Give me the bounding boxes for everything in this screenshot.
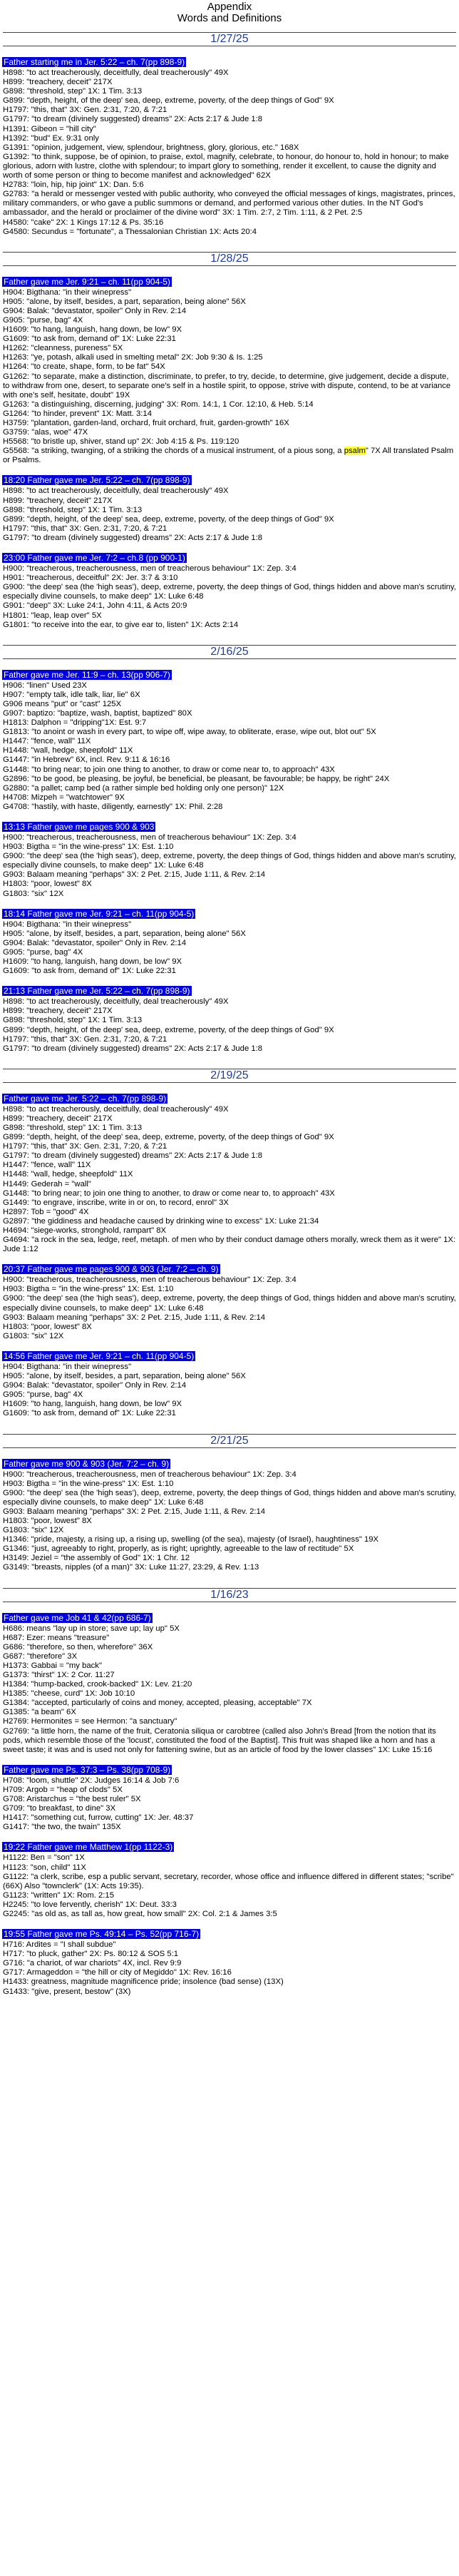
definition-entry: H1448: "wall, hedge, sheepfold" 11X <box>3 1170 133 1179</box>
definition-entry: G904: Balak: "devastator, spoiler" Only in Rev. 2:14 <box>3 306 187 315</box>
date-label: 1/27/25 <box>210 33 249 45</box>
spacer <box>0 1832 459 1839</box>
definition-entry: H1609: "to hang, languish, hang down, be low" 9X <box>3 957 182 967</box>
definition-entry: H708: "loom, shuttle" 2X: Judges 16:14 & Job 7:6 <box>3 1776 180 1785</box>
definition-entry: G1803: "six" 12X <box>3 1526 64 1535</box>
definition-entry: G1801: "to receive into the ear, to give ear to, listen" 1X: Acts 2:14 <box>3 620 239 629</box>
spacer <box>0 1919 459 1926</box>
section-heading: 20:37 Father gave me pages 900 & 903 (Jer. 7:2 – ch. 9) <box>4 1264 219 1275</box>
section <box>0 1926 459 2004</box>
definition-entry: H904: Bigthana: "in their winepress" <box>3 1362 132 1371</box>
spacer <box>0 1755 459 1762</box>
date-heading <box>0 645 459 659</box>
spacer <box>0 1573 459 1580</box>
definition-entry: H903: Bigtha = "in the wine-press" 1X: Est. 1:10 <box>3 1285 174 1294</box>
definition-entry: G708: Aristarchus = "the best ruler" 5X <box>3 1795 141 1804</box>
definition-entry: H1797: "this, that" 3X: Gen. 2:31, 7:20, & 7:21 <box>3 524 167 533</box>
spacer <box>0 543 459 550</box>
definition-entry: H709: Argob = "heap of clods" 5X <box>3 1785 123 1794</box>
definition-entry: G900: "the deep' sea (the 'high seas'), deep, extreme, poverty, the deep things of God, things hidden and above man's scrutiny, especially divine counsels, to make deep" 1X: Luke 6:48 <box>3 1294 456 1313</box>
definition-entry: G899: "depth, height, of the deep' sea, deep, extreme, poverty, of the deep things of God" 9X <box>3 1133 334 1142</box>
definition-entry: G2769: "a little horn, the name of the fruit, Ceratonia siliqua or carobtree (called also John's Bread [from the notion that its pods, which resemble those of the 'locust', constituted the food of the Baptist]. This fruit was shaped like a horn and has a sweet taste; it was and is used not only for fattening swine, but as an article of food by the lower classes" 1X: Luke 15:16 <box>3 1726 436 1754</box>
section-heading: Father starting me in Jer. 5:22 – ch. 7(pp 898-9) <box>4 57 185 67</box>
definition-entry: H1803: "poor, lowest" 8X <box>3 1516 92 1525</box>
definition-entry: H900: "treacherous, treacherousness, men of treacherous behaviour" 1X: Zep. 3:4 <box>3 833 296 842</box>
section <box>0 906 459 984</box>
definition-entry: H898: "to act treacherously, deceitfully, deal treacherously" 49X <box>3 68 229 77</box>
section-heading: Father gave me 900 & 903 (Jer. 7:2 – ch. 9) <box>4 1458 170 1469</box>
date-label: 2/16/25 <box>210 645 249 658</box>
date-label: 1/28/25 <box>210 252 249 265</box>
definition-entry: H899: "treachery, deceit" 217X <box>3 1114 113 1123</box>
definition-entry: H900: "treacherous, treacherousness, men of treacherous behaviour" 1X: Zep. 3:4 <box>3 564 296 574</box>
definition-entry: G1803: "six" 12X <box>3 1331 64 1340</box>
spacer <box>0 976 459 983</box>
definition-entry: H1123: "son, child" 11X <box>3 1863 86 1872</box>
definition-entry: H1797: "this, that" 3X: Gen. 2:31, 7:20, & 7:21 <box>3 106 167 115</box>
definition-entry: G1448: "to bring near; to join one thing to another, to draw or come near to, to approach" 43X <box>3 765 335 774</box>
section-heading: 23:00 Father gave me Jer. 7:2 – ch.8 (pp 900-1) <box>4 553 185 564</box>
definition-entry: G1373: "thirst" 1X: 2 Cor. 11:27 <box>3 1671 115 1679</box>
definition-entry: G1263: "a distinguishing, discerning, judging" 3X: Rom. 14:1, 1 Cor. 12:10, & Heb. 5:14 <box>3 399 314 409</box>
date-heading <box>0 32 459 46</box>
date-label: 1/16/23 <box>210 1588 249 1601</box>
definition-entry: H2897: Tob = "good" 4X <box>3 1207 89 1216</box>
definition-entry: G904: Balak: "devastator, spoiler" Only in Rev. 2:14 <box>3 1381 187 1390</box>
definition-entry: G898: "threshold, step" 1X: 1 Tim. 3:13 <box>3 87 143 96</box>
definition-entry: G900: "the deep' sea (the 'high seas'), deep, extreme, poverty, the deep things of God, things hidden and above man's scrutiny, especially divine counsels, to make deep" 1X: Luke 6:48 <box>3 1488 456 1507</box>
section-heading: 18:20 Father gave me Jer. 5:22 – ch. 7(pp 898-9) <box>4 475 190 486</box>
definition-entry: G906 means "put" or "cast" 125X <box>3 699 122 708</box>
definition-entry: H900: "treacherous, treacherousness, men of treacherous behaviour" 1X: Zep. 3:4 <box>3 1276 296 1285</box>
definition-entry: G903: Balaam meaning "perhaps" 3X: 2 Pet. 2:15, Jude 1:11, & Rev. 2:14 <box>3 1313 266 1322</box>
section <box>0 819 459 906</box>
definition-entry: G905: "purse, bag" 4X <box>3 315 83 325</box>
highlight: psalm <box>344 447 366 456</box>
definition-entry: H1346: "pride, majesty, a rising up, a rising up, swelling (of the sea), majesty (of Israel), haughtiness" 19X <box>3 1535 379 1544</box>
definition-entry: G1813: "to anoint or wash in every part, to wipe off, wipe away, to obliterate, erase, wipe out, blot out" 5X <box>3 728 376 737</box>
section-heading: Father gave me Jer. 11:9 – ch. 13(pp 906-7) <box>4 669 170 680</box>
section <box>0 1762 459 1840</box>
definition-entry: H1609: "to hang, languish, hang down, be low" 9X <box>3 325 182 335</box>
definition-entry: G1609: "to ask from, demand of" 1X: Luke 22:31 <box>3 967 176 976</box>
definition-entry: H1262: "cleanness, pureness" 5X <box>3 344 123 353</box>
definition-entry: G899: "depth, height, of the deep' sea, deep, extreme, poverty, of the deep things of God" 9X <box>3 96 334 106</box>
spacer <box>0 812 459 819</box>
definition-entry: G898: "threshold, step" 1X: 1 Tim. 3:13 <box>3 1123 143 1132</box>
definition-entry: G1797: "to dream (divinely suggested) dreams" 2X: Acts 2:17 & Jude 1:8 <box>3 1151 263 1161</box>
definition-entry: G2245: "as old as, as tall as, how great, how small" 2X: Col. 2:1 & James 3:5 <box>3 1909 277 1918</box>
definition-entry: G4580: Secundus = "fortunate", a Thessalonian Christian 1X: Acts 20:4 <box>3 227 257 236</box>
definition-entry: H717: "to pluck, gather" 2X: Ps. 80:12 & SOS 5:1 <box>3 1950 179 1959</box>
definition-entry: H2783: "loin, hip, hip joint" 1X: Dan. 5:6 <box>3 180 144 190</box>
definition-entry: G1417: "the two, the twain" 135X <box>3 1823 121 1832</box>
definition-entry: H716: Ardites = "I shall subdue" <box>3 1940 116 1950</box>
section-heading: Father gave me Jer. 5:22 – ch. 7(pp 898-9) <box>4 1093 167 1104</box>
document-subtitle: Words and Definitions <box>177 12 282 24</box>
definition-entry: H1417: "something cut, furrow, cutting" 1X: Jer. 48:37 <box>3 1813 194 1823</box>
section <box>0 983 459 1061</box>
definition-entry: H1803: "poor, lowest" 8X <box>3 1322 92 1331</box>
definition-entry: G686: "therefore, so then, wherefore" 36X <box>3 1642 153 1651</box>
definition-entry: H687: Ezer: means "treasure" <box>3 1633 110 1642</box>
definition-entry: H907: "empty talk, idle talk, liar, lie" 6X <box>3 690 140 699</box>
definition-entry: G901: "deep" 3X: Luke 24:1, John 4:11, & Acts 20:9 <box>3 601 187 611</box>
spacer <box>0 237 459 244</box>
definition-entry: H901: "treacherous, deceitful" 2X: Jer. 3:7 & 3:10 <box>3 574 178 583</box>
definition-entry: G5568: "a striking, twanging, of a striking the chords of a musical instrument, of a pious song, a psalm" 7X All translated Psalm or Psalms. <box>3 447 454 465</box>
definition-entry: G900: "the deep' sea (the 'high seas'), deep, extreme, poverty, the deep things of God, things hidden and above man's scrutiny, especially divine counsels, to make deep" 1X: Luke 6:48 <box>3 583 456 601</box>
definition-entry: G2880: "a pallet; camp bed (a rather simple bed holding only one person)" 12X <box>3 783 284 793</box>
date-label: 2/21/25 <box>210 1434 249 1447</box>
definition-entry: H1373: Gabbai = "my back" <box>3 1661 102 1670</box>
definition-entry: G898: "threshold, step" 1X: 1 Tim. 3:13 <box>3 505 143 514</box>
section <box>0 472 459 550</box>
definition-entry: H1803: "poor, lowest" 8X <box>3 880 92 889</box>
definition-entry: H905: "alone, by itself, besides, a part, separation, being alone" 56X <box>3 929 246 938</box>
divider <box>3 1447 456 1448</box>
definition-entry: H904: Bigthana: "in their winepress" <box>3 920 132 929</box>
definition-entry: H899: "treachery, deceit" 217X <box>3 496 113 505</box>
spacer <box>0 1054 459 1061</box>
definition-entry: H4694: "siege-works, stronghold, rampart" 8X <box>3 1226 167 1235</box>
date-label: 2/19/25 <box>210 1069 249 1081</box>
definition-entry: H2245: "to love fervently, cherish" 1X: Deut. 33:3 <box>3 1900 177 1909</box>
spacer <box>0 899 459 906</box>
definition-entry: H1122: Ben = "son" 1X <box>3 1853 85 1863</box>
definition-entry: H4708: Mizpeh = "watchtower" 9X <box>3 793 125 802</box>
definition-entry: G899: "depth, height, of the deep' sea, deep, extreme, poverty, of the deep things of God" 9X <box>3 514 334 524</box>
section <box>0 1261 459 1348</box>
definition-entry: G1391: "opinion, judgement, view, splendour, brightness, glory, glorious, etc." 168X <box>3 143 299 152</box>
definition-entry: H1384: "hump-backed, crook-backed" 1X: Lev. 21:20 <box>3 1680 192 1689</box>
section-heading: Father gave me Ps. 37:3 – Ps. 38(pp 708-9) <box>4 1764 171 1775</box>
definition-entry: G4708: "hastily, with haste, diligently, earnestly" 1X: Phil. 2:28 <box>3 802 223 811</box>
definition-entry: G3759: "alas, woe" 47X <box>3 428 88 437</box>
spacer <box>0 630 459 637</box>
section <box>0 1456 459 1580</box>
section-heading: 14:56 Father gave me Jer. 9:21 – ch. 11(pp 904-5) <box>4 1350 195 1361</box>
divider <box>3 265 456 266</box>
section <box>0 1348 459 1426</box>
section <box>0 667 459 819</box>
definition-entry: G905: "purse, bag" 4X <box>3 1390 83 1400</box>
definition-entry: H903: Bigtha = "in the wine-press" 1X: Est. 1:10 <box>3 842 174 852</box>
definition-entry: G1448: "to bring near; to join one thing to another, to draw or come near to, to approach" 43X <box>3 1188 335 1198</box>
definition-entry: G717: Armageddon = "the hill or city of Megiddo" 1X: Rev. 16:16 <box>3 1968 232 1977</box>
section <box>0 1610 459 1762</box>
definition-entry: H906: "linen" Used 23X <box>3 681 87 690</box>
definition-entry: H1797: "this, that" 3X: Gen. 2:31, 7:20, & 7:21 <box>3 1142 167 1151</box>
definition-entry: H1447: "fence, wall" 11X <box>3 737 91 746</box>
definition-entry: H898: "to act treacherously, deceitfully, deal treacherously" 49X <box>3 487 229 496</box>
section <box>0 1091 459 1262</box>
section-heading: Father gave me Jer. 9:21 – ch. 11(pp 904-5) <box>4 276 170 287</box>
definition-entry: H1449: Gederah = "wall" <box>3 1179 91 1188</box>
definition-entry: H899: "treachery, deceit" 217X <box>3 78 113 87</box>
date-heading <box>0 1588 459 1602</box>
definition-entry: H1263: "ye, potash, alkali used in smelting metal" 2X: Job 9:30 & Is. 1:25 <box>3 353 263 362</box>
spacer <box>0 1997 459 2004</box>
definition-entry: H1813: Dalphon = "dripping"1X: Est. 9:7 <box>3 718 147 728</box>
definition-entry: H686: means "lay up in store; save up; lay up" 5X <box>3 1624 180 1633</box>
definition-entry: H1801: "leap, leap over" 5X <box>3 611 102 620</box>
definition-entry: H905: "alone, by itself, besides, a part, separation, being alone" 56X <box>3 297 246 306</box>
spacer <box>0 1419 459 1426</box>
divider <box>3 658 456 659</box>
section <box>0 1839 459 1926</box>
definition-entry: H898: "to act treacherously, deceitfully, deal treacherously" 49X <box>3 1104 229 1114</box>
definition-entry: H3759: "plantation, garden-land, orchard, fruit orchard, fruit, garden-growth" 16X <box>3 419 289 427</box>
date-heading <box>0 1434 459 1448</box>
definition-entry: G687: "therefore" 3X <box>3 1651 78 1661</box>
definition-entry: H1385: "cheese, curd" 1X: Job 10:10 <box>3 1689 135 1699</box>
definition-entry: G907: baptizo: "baptize, wash, baptist, baptized" 80X <box>3 708 192 718</box>
definition-entry: H1609: "to hang, languish, hang down, be low" 9X <box>3 1400 182 1409</box>
definition-entry: H905: "alone, by itself, besides, a part, separation, being alone" 56X <box>3 1372 246 1381</box>
definition-entry: G2896: "to be good, be pleasing, be joyful, be beneficial, be pleasant, be favourable; be happy, be right" 24X <box>3 774 390 783</box>
definition-entry: H1264: "to create, shape, form, to be fat" 54X <box>3 362 165 372</box>
section <box>0 54 459 244</box>
definition-entry: G1433: "give, present, bestow" (3X) <box>3 1987 131 1996</box>
definition-entry: G1385: "a beam" 6X <box>3 1708 76 1717</box>
divider <box>3 1082 456 1083</box>
definition-entry: G1797: "to dream (divinely suggested) dreams" 2X: Acts 2:17 & Jude 1:8 <box>3 115 263 124</box>
definition-entry: G904: Balak: "devastator, spoiler" Only in Rev. 2:14 <box>3 938 187 947</box>
definition-entry: G898: "threshold, step" 1X: 1 Tim. 3:13 <box>3 1016 143 1025</box>
definition-entry: G1264: "to hinder, prevent" 1X: Matt. 3:14 <box>3 409 152 418</box>
definition-entry: H1447: "fence, wall" 11X <box>3 1161 91 1170</box>
definition-entry: G903: Balaam meaning "perhaps" 3X: 2 Pet. 2:15, Jude 1:11, & Rev. 2:14 <box>3 870 266 880</box>
definition-entry: H1391: Gibeon = "hill city" <box>3 124 96 133</box>
definition-entry: G1262: "to separate, make a distinction, discriminate, to prefer, to try, decide, to determine, give judgement, decide a dispute, to withdraw from one, desert, to separate one's self in a hostile spirit, to oppose, strive with dispute, contend, to be at variance with one's self, hesitate, doubt" 19X <box>3 372 451 399</box>
section-heading: 19:55 Father gave me Ps. 49:14 – Ps. 52(pp 716-7) <box>4 1929 200 1940</box>
definition-entry: H1797: "this, that" 3X: Gen. 2:31, 7:20, & 7:21 <box>3 1034 167 1044</box>
definition-entry: H903: Bigtha = "in the wine-press" 1X: Est. 1:10 <box>3 1479 174 1488</box>
definition-entry: G1803: "six" 12X <box>3 889 64 898</box>
definition-entry: G1449: "to engrave, inscribe, write in or on, to record, enrol" 3X <box>3 1198 229 1207</box>
section <box>0 274 459 473</box>
definition-entry: H4580: "cake" 2X: 1 Kings 17:12 & Ps. 35:16 <box>3 218 164 227</box>
definition-entry: G1797: "to dream (divinely suggested) dreams" 2X: Acts 2:17 & Jude 1:8 <box>3 1044 263 1053</box>
definition-entry: G1609: "to ask from, demand of" 1X: Luke 22:31 <box>3 335 176 344</box>
section-heading: 19:22 Father gave me Matthew 1(pp 1122-3) <box>4 1842 173 1853</box>
definition-entry: H2769: Hermonites = see Hermon: "a sanctuary" <box>3 1717 177 1726</box>
definition-entry: H1448: "wall, hedge, sheepfold" 11X <box>3 746 133 755</box>
section <box>0 550 459 637</box>
definition-entry: G2783: "a herald or messenger vested with public authority, who conveyed the official messages of kings, magistrates, princes, military commanders, or who gave a public summons or demand, and performed various other duties. In the NT God's ambassador, and the herald or proclaimer of the divine word" 3X: 1 Tim. 2:7, 2 Tim. 1:11, & 2 Pet. 2:5 <box>3 190 455 218</box>
definition-entry: G900: "the deep' sea (the 'high seas'), deep, extreme, poverty, the deep things of God, things hidden and above man's scrutiny, especially divine counsels, to make deep" 1X: Luke 6:48 <box>3 852 456 870</box>
definition-entry: G716: "a chariot, of war chariots" 4X, incl. Rev 9:9 <box>3 1959 182 1968</box>
definition-entry: G3149: "breasts, nipples (of a man)" 3X: Luke 11:27, 23:29, & Rev. 1:13 <box>3 1563 259 1572</box>
definition-entry: G1447: "in Hebrew" 6X, incl. Rev. 9:11 & 16:16 <box>3 755 170 765</box>
definition-entry: G2897: "the giddiness and headache caused by drinking wine to excess" 1X: Luke 21:34 <box>3 1216 319 1226</box>
section-heading: Father gave me Job 41 & 42(pp 686-7) <box>4 1612 151 1623</box>
definition-entry: G1797: "to dream (divinely suggested) dreams" 2X: Acts 2:17 & Jude 1:8 <box>3 533 263 542</box>
section-heading: 21:13 Father gave me Jer. 5:22 – ch. 7(pp 898-9) <box>4 986 190 997</box>
definition-entry: H3149: Jeziel = "the assembly of God" 1X: 1 Chr. 12 <box>3 1554 190 1563</box>
definition-entry: G1122: "a clerk, scribe, esp a public servant, secretary, recorder, whose office and influence differed in different states; "scribe" (66X) Also "townclerk" (1X: Acts 19:35). <box>3 1872 454 1890</box>
definition-entry: H899: "treachery, deceit" 217X <box>3 1007 113 1016</box>
spacer <box>0 1341 459 1348</box>
definition-entry: G709: "to breakfast, to dine" 3X <box>3 1804 116 1813</box>
date-heading <box>0 1069 459 1083</box>
section-heading: 13:13 Father gave me pages 900 & 903 <box>4 822 155 832</box>
date-heading <box>0 252 459 266</box>
definition-entry: H1433: greatness, magnitude magnificence pride; insolence (bad sense) (13X) <box>3 1977 284 1987</box>
document-title: Appendix <box>207 1 252 13</box>
definition-entry: G903: Balaam meaning "perhaps" 3X: 2 Pet. 2:15, Jude 1:11, & Rev. 2:14 <box>3 1507 266 1516</box>
definition-entry: G1384: "accepted, particularly of coins and money, accepted, pleasing, acceptable" 7X <box>3 1699 312 1708</box>
spacer <box>0 1254 459 1261</box>
definition-entry: H5568: "to bristle up, shiver, stand up" 2X: Job 4:15 & Ps. 119:120 <box>3 437 239 447</box>
definition-entry: G899: "depth, height, of the deep' sea, deep, extreme, poverty, of the deep things of God" 9X <box>3 1025 334 1034</box>
section-heading: 18:14 Father gave me Jer. 9:21 – ch. 11(pp 904-5) <box>4 908 195 919</box>
definition-entry: H904: Bigthana: "in their winepress" <box>3 287 132 297</box>
definition-entry: G1609: "to ask from, demand of" 1X: Luke 22:31 <box>3 1409 176 1418</box>
definition-entry: H900: "treacherous, treacherousness, men of treacherous behaviour" 1X: Zep. 3:4 <box>3 1470 296 1479</box>
definition-entry: G905: "purse, bag" 4X <box>3 947 83 957</box>
definition-entry: H898: "to act treacherously, deceitfully, deal treacherously" 49X <box>3 997 229 1007</box>
definition-entry: G1123: "written" 1X: Rom. 2:15 <box>3 1890 114 1900</box>
definition-entry: G4694: "a rock in the sea, ledge, reef, metaph. of men who by their conduct damage others morally, wreck them as it were" 1X: Jude 1:12 <box>3 1236 456 1254</box>
definition-entry: H1392: "bud" Ex. 9:31 only <box>3 133 99 143</box>
spacer <box>0 465 459 472</box>
definition-entry: G1392: "to think, suppose, be of opinion, to praise, extol, magnify, celebrate, to honour, do honour to, hold in honour; to make glorious, adorn with lustre, clothe with splendour; to impart glory to something, render it excellent, to cause the dignity and worth of some person or thing to become manifest and acknowledged" 62X <box>3 152 449 180</box>
definition-entry: G1346: "just, agreeably to right, properly, as is right; uprightly, agreeable to the law of rectitude" 5X <box>3 1544 354 1554</box>
